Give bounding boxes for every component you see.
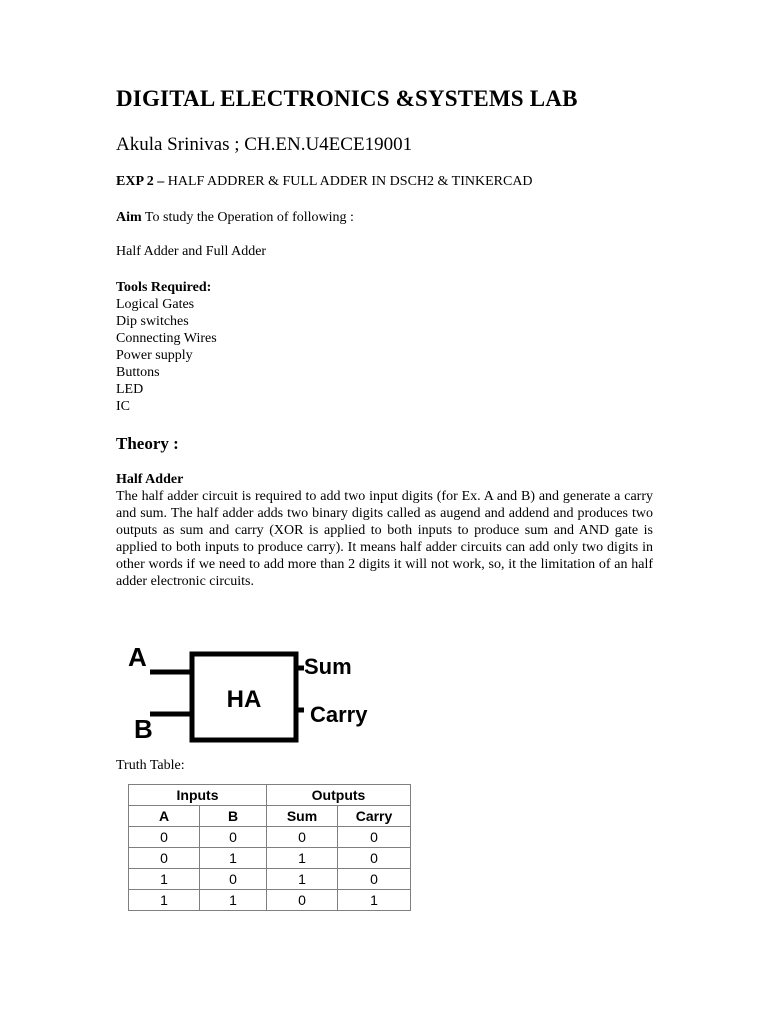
table-cell: 0 <box>338 869 411 890</box>
tools-heading: Tools Required: <box>116 280 212 295</box>
table-header-cell: A <box>129 806 200 827</box>
list-item: LED <box>116 382 144 397</box>
table-header-cell: B <box>200 806 267 827</box>
table-cell: 0 <box>267 890 338 911</box>
author-line: Akula Srinivas ; CH.EN.U4ECE19001 <box>116 134 413 155</box>
table-group-header: Outputs <box>267 785 411 806</box>
experiment-number: EXP 2 – <box>116 174 165 189</box>
experiment-line <box>116 174 533 190</box>
list-item: Dip switches <box>116 314 189 329</box>
aim-line <box>116 210 354 226</box>
list-item: Logical Gates <box>116 297 195 312</box>
truth-table-label: Truth Table: <box>116 758 185 773</box>
half-adder-paragraph: The half adder circuit is required to add two input digits (for Ex. A and B) and generate a carry and sum. The half adder adds two binary digits called as augend and addend and produces two outputs as sum and carry (XOR is applied to both inputs to produce sum and AND gate is applied to both inputs to produce carry). It means half adder circuits can add only two digits in other words if we need to add more than 2 digits it will not work, so, it the limitation of an half adder electronic circuits. <box>116 489 653 589</box>
table-cell: 1 <box>200 848 267 869</box>
table-cell: 1 <box>338 890 411 911</box>
aim-subject: Half Adder and Full Adder <box>116 244 267 259</box>
list-item: Buttons <box>116 365 160 380</box>
table-cell: 1 <box>267 848 338 869</box>
diagram-input-a-label: A <box>128 642 147 672</box>
table-row <box>129 827 411 848</box>
table-row <box>129 785 411 806</box>
diagram-block-label: HA <box>226 686 262 713</box>
tools-list <box>116 296 217 415</box>
table-cell: 1 <box>129 869 200 890</box>
table-row <box>129 806 411 827</box>
diagram-sum-label: Sum <box>304 654 352 679</box>
diagram-input-b-label: B <box>134 714 153 744</box>
table-cell: 0 <box>200 869 267 890</box>
diagram-carry-label: Carry <box>310 702 368 727</box>
table-row <box>129 869 411 890</box>
table-group-header: Inputs <box>129 785 267 806</box>
experiment-name: HALF ADDRER & FULL ADDER IN DSCH2 & TINKERCAD <box>164 174 533 189</box>
table-cell: 1 <box>200 890 267 911</box>
theory-heading: Theory : <box>116 434 179 453</box>
table-cell: 0 <box>338 848 411 869</box>
table-cell: 0 <box>200 827 267 848</box>
list-item: Power supply <box>116 348 193 363</box>
truth-table <box>128 784 411 911</box>
aim-text: To study the Operation of following : <box>141 210 354 225</box>
table-row <box>129 890 411 911</box>
table-cell: 1 <box>267 869 338 890</box>
table-cell: 1 <box>129 890 200 911</box>
half-adder-heading: Half Adder <box>116 472 184 487</box>
table-cell: 0 <box>338 827 411 848</box>
list-item: Connecting Wires <box>116 331 217 346</box>
table-header-cell: Sum <box>267 806 338 827</box>
table-cell: 0 <box>129 848 200 869</box>
table-row <box>129 848 411 869</box>
half-adder-diagram <box>120 628 370 758</box>
aim-label: Aim <box>116 210 142 225</box>
table-header-cell: Carry <box>338 806 411 827</box>
list-item: IC <box>116 399 130 414</box>
document-title: DIGITAL ELECTRONICS &SYSTEMS LAB <box>116 86 578 111</box>
table-cell: 0 <box>129 827 200 848</box>
table-cell: 0 <box>267 827 338 848</box>
